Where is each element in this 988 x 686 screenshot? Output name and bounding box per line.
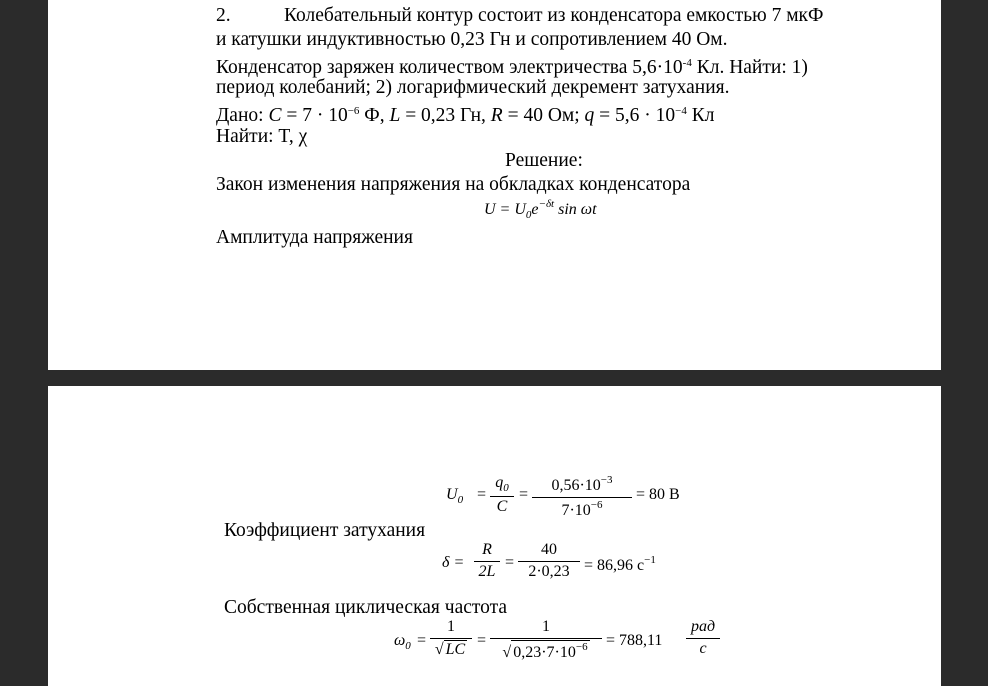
problem-line-4: период колебаний; 2) логарифмический декремент затухания.: [216, 77, 730, 98]
document-page-2: [48, 386, 941, 686]
damping-formula: δ = R 2L = 40 2·0,23 = 86,96 $c^{-1}$: [442, 541, 656, 580]
given-line: Дано: $C = 7 \cdot 10^{-6}$ Ф, L = 0,23 Гн, R = 40 Ом; $q = 5,6 \cdot 10^{-4}$ Кл: [216, 105, 715, 126]
document-page-1: [48, 0, 941, 370]
amplitude-text: Амплитуда напряжения: [216, 227, 413, 248]
frequency-text: Собственная циклическая частота: [224, 597, 508, 618]
voltage-law-text: Закон изменения напряжения на обкладках конденсатора: [216, 174, 691, 195]
problem-line-2: и катушки индуктивностью 0,23 Гн и сопротивлением 40 Ом.: [216, 29, 728, 50]
find-line: Найти: T, χ: [216, 126, 308, 147]
damping-text: Коэффициент затухания: [224, 520, 426, 541]
problem-number: 2.: [216, 5, 231, 26]
problem-line-1: Колебательный контур состоит из конденсатора емкостью 7 мкФ: [284, 5, 824, 26]
frequency-formula: $\omega_0$ = 1 √ LC = 1 √ $0,23\cdot 7\cdot 10^{-6}$ = 788,11 рад c: [394, 618, 754, 670]
problem-line-3: Конденсатор заряжен количеством электричества $5,6\cdot 10^{-4}$ Кл. Найти: 1): [216, 57, 808, 78]
solution-heading: Решение:: [505, 150, 583, 171]
amplitude-formula: $U_0$ = $q_0$ C = $0,56\cdot 10^{-3}$ $7\cdot 10^{-6}$ = 80 B: [446, 474, 680, 519]
voltage-law-formula: $U = U_0e^{-\delta t}$ sin ωt: [484, 198, 597, 221]
